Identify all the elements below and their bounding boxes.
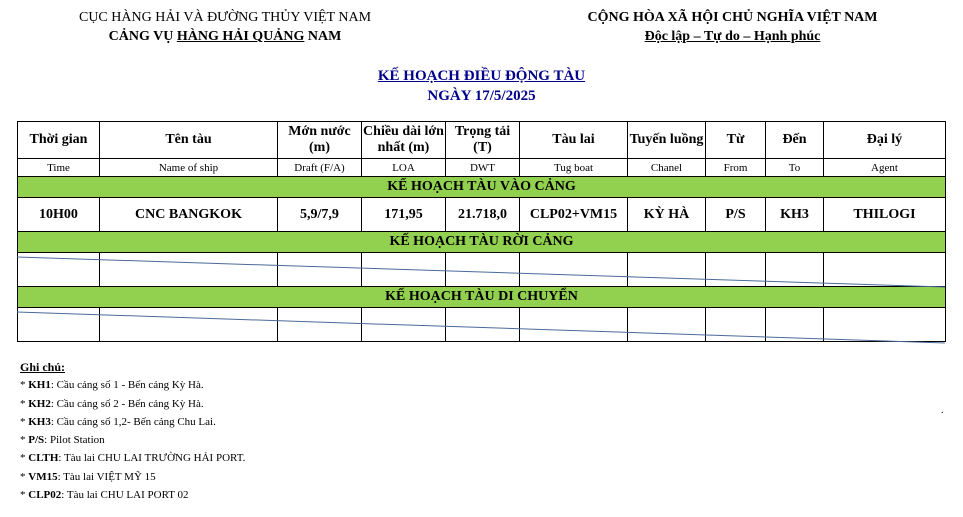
notes-section bbox=[20, 358, 245, 504]
section-departure-row bbox=[18, 232, 946, 253]
col-sub-dwt: DWT bbox=[446, 159, 520, 177]
table-row bbox=[18, 198, 946, 232]
section-arrival-label: KẾ HOẠCH TÀU VÀO CẢNG bbox=[18, 177, 946, 198]
empty-cell bbox=[766, 253, 824, 287]
cell-time: 10H00 bbox=[18, 198, 100, 232]
col-sub-time: Time bbox=[18, 159, 100, 177]
note-item: * KH3: Cầu cảng số 1,2- Bến cảng Chu Lai. bbox=[20, 415, 216, 428]
national-motto: Độc lập – Tự do – Hạnh phúc bbox=[644, 29, 821, 44]
col-header-time: Thời gian bbox=[18, 122, 100, 159]
col-sub-from: From bbox=[706, 159, 766, 177]
cell-from: P/S bbox=[706, 198, 766, 232]
section-departure-label: KẾ HOẠCH TÀU RỜI CẢNG bbox=[18, 232, 946, 253]
empty-cell bbox=[362, 308, 446, 342]
plan-date: NGÀY 17/5/2025 bbox=[427, 88, 536, 104]
empty-cell bbox=[446, 308, 520, 342]
section-arrival-row bbox=[18, 177, 946, 198]
cell-to: KH3 bbox=[766, 198, 824, 232]
cell-ship: CNC BANGKOK bbox=[100, 198, 278, 232]
empty-cell bbox=[628, 308, 706, 342]
cell-dwt: 21.718,0 bbox=[446, 198, 520, 232]
col-header-tug: Tàu lai bbox=[520, 122, 628, 159]
empty-cell bbox=[278, 253, 362, 287]
col-sub-to: To bbox=[766, 159, 824, 177]
empty-shifting-row bbox=[18, 308, 946, 342]
col-sub-tug: Tug boat bbox=[520, 159, 628, 177]
col-sub-loa: LOA bbox=[362, 159, 446, 177]
cell-tug: CLP02+VM15 bbox=[520, 198, 628, 232]
note-item: * KH1: Cầu cảng số 1 - Bến cảng Kỳ Hà. bbox=[20, 379, 204, 392]
empty-cell bbox=[520, 253, 628, 287]
agency-header bbox=[60, 8, 390, 46]
col-header-loa: Chiều dài lớn nhất (m) bbox=[362, 122, 446, 159]
cell-channel: KỲ HÀ bbox=[628, 198, 706, 232]
empty-cell bbox=[824, 308, 946, 342]
national-header bbox=[560, 8, 905, 46]
empty-cell bbox=[706, 253, 766, 287]
document-title bbox=[0, 66, 963, 106]
empty-cell bbox=[278, 308, 362, 342]
col-header-agent: Đại lý bbox=[824, 122, 946, 159]
col-header-to: Đến bbox=[766, 122, 824, 159]
note-item: * KH2: Cầu cảng số 2 - Bến cảng Kỳ Hà. bbox=[20, 397, 204, 410]
col-header-channel: Tuyến luồng bbox=[628, 122, 706, 159]
section-shifting-row bbox=[18, 287, 946, 308]
cell-loa: 171,95 bbox=[362, 198, 446, 232]
empty-cell bbox=[520, 308, 628, 342]
section-shifting-label: KẾ HOẠCH TÀU DI CHUYỂN bbox=[18, 287, 946, 308]
notes-heading: Ghi chú: bbox=[20, 360, 66, 374]
empty-cell bbox=[100, 308, 278, 342]
empty-cell bbox=[362, 253, 446, 287]
note-item: * CLTH: Tàu lai CHU LAI TRƯỜNG HẢI PORT. bbox=[20, 452, 246, 465]
col-sub-agent: Agent bbox=[824, 159, 946, 177]
empty-cell bbox=[446, 253, 520, 287]
empty-cell bbox=[628, 253, 706, 287]
ship-movement-table bbox=[17, 121, 946, 342]
col-sub-ship: Name of ship bbox=[100, 159, 278, 177]
col-header-dwt: Trọng tải (T) bbox=[446, 122, 520, 159]
plan-title: KẾ HOẠCH ĐIỀU ĐỘNG TÀU bbox=[377, 68, 586, 84]
note-item: * CLP02: Tàu lai CHU LAI PORT 02 bbox=[20, 489, 189, 502]
note-item: * VM15: Tàu lai VIỆT MỸ 15 bbox=[20, 470, 156, 483]
empty-cell bbox=[18, 253, 100, 287]
empty-departure-row bbox=[18, 253, 946, 287]
table-header-row bbox=[18, 122, 946, 159]
table-subheader-row bbox=[18, 159, 946, 177]
empty-cell bbox=[706, 308, 766, 342]
col-sub-draft: Draft (F/A) bbox=[278, 159, 362, 177]
col-header-from: Từ bbox=[706, 122, 766, 159]
note-item: * P/S: Pilot Station bbox=[20, 434, 105, 447]
cell-draft: 5,9/7,9 bbox=[278, 198, 362, 232]
empty-cell bbox=[824, 253, 946, 287]
col-header-draft: Mớn nước (m) bbox=[278, 122, 362, 159]
empty-cell bbox=[18, 308, 100, 342]
agency-name: CẢNG VỤ HÀNG HẢI QUẢNG NAM bbox=[108, 29, 342, 44]
col-sub-channel: Chanel bbox=[628, 159, 706, 177]
agency-parent-name: CỤC HÀNG HẢI VÀ ĐƯỜNG THỦY VIỆT NAM bbox=[78, 10, 372, 25]
country-name: CỘNG HÒA XÃ HỘI CHỦ NGHĨA VIỆT NAM bbox=[587, 10, 878, 25]
cell-agent: THILOGI bbox=[824, 198, 946, 232]
empty-cell bbox=[100, 253, 278, 287]
stray-dot: . bbox=[941, 405, 944, 416]
col-header-ship: Tên tàu bbox=[100, 122, 278, 159]
empty-cell bbox=[766, 308, 824, 342]
